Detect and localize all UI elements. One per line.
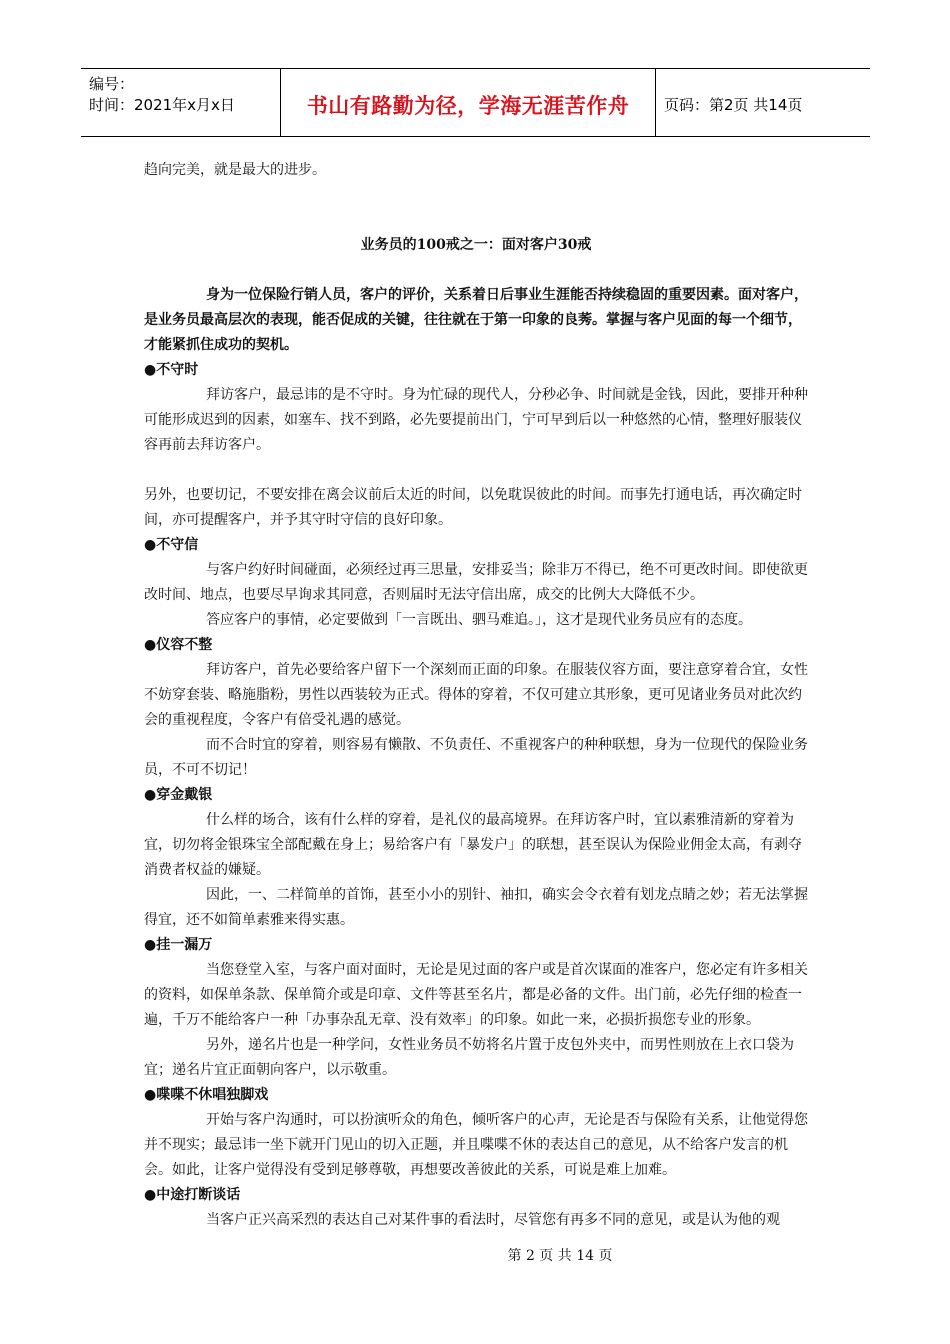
section-heading: ●中途打断谈话 [144,1187,241,1203]
section-heading: ●穿金戴银 [144,787,213,803]
paragraph: 开始与客户沟通时，可以扮演听众的角色，倾听客户的心声，无论是否与保险有关系，让他觉得您并不现实；最忌讳一坐下就开门见山的切入正题，并且喋喋不休的表达自己的意见，从不给客户发言的机会。如此，让客户觉得没有受到足够尊敬，再想要改善彼此的关系，可说是难上加难。 [144,1112,808,1178]
paragraph: 什么样的场合，该有什么样的穿着，是礼仪的最高境界。在拜访客户时，宜以素雅清新的穿着为宜，切勿将金银珠宝全部配戴在身上；易给客户有「暴发户」的联想，甚至误认为保险业佣金太高，有剥夺消费者权益的嫌疑。 [144,812,802,878]
section-heading: ●挂一漏万 [144,937,213,953]
document-title: 业务员的100戒之一：面对客户30戒 [360,237,592,253]
header-meta [81,69,281,136]
document-body [144,158,808,1233]
paragraph: 当客户正兴高采烈的表达自己对某件事的看法时，尽管您有再多不同的意见，或是认为他的观 [206,1212,780,1228]
page-footer: 第 2 页 共 14 页 [507,1248,613,1264]
paragraph: 另外，也要切记，不要安排在离会议前后太近的时间，以免耽误彼此的时间。而事先打通电话，再次确定时间，亦可提醒客户，并予其守时守信的良好印象。 [144,487,802,528]
header-time-label: 时间：2021年x月x日 [89,96,235,114]
paragraph: 答应客户的事情，必定要做到「一言既出、驷马难追。」，这才是现代业务员应有的态度。 [206,612,752,628]
paragraph: 而不合时宜的穿着，则容易有懒散、不负责任、不重视客户的种种联想，身为一位现代的保险业务员，不可不切记！ [144,737,808,778]
intro-text: 趋向完美，就是最大的进步。 [144,162,326,178]
paragraph: 拜访客户，首先必要给客户留下一个深刻而正面的印象。在服装仪容方面，要注意穿着合宜，女性不妨穿套装、略施脂粉，男性以西装较为正式。得体的穿着，不仅可建立其形象，更可见诸业务员对此次约会的重视程度，令客户有倍受礼遇的感觉。 [144,662,808,728]
paragraph: 与客户约好时间碰面，必须经过再三思量，安排妥当；除非万不得已，绝不可更改时间。即使欲更改时间、地点，也要尽早询求其同意，否则届时无法守信出席，成交的比例大大降低不少。 [144,562,808,603]
paragraph: 拜访客户，最忌讳的是不守时。身为忙碌的现代人，分秒必争、时间就是金钱，因此，要排开种种可能形成迟到的因素，如塞车、找不到路，必先要提前出门，宁可早到后以一种悠然的心情，整理好服装仪容再前去拜访客户。 [144,387,808,453]
paragraph: 因此，一、二样简单的首饰，甚至小小的别针、袖扣，确实会令衣着有划龙点睛之妙；若无法掌握得宜，还不如简单素雅来得实惠。 [144,887,808,928]
page-header [81,68,870,137]
section-heading: ●不守时 [144,362,199,378]
section-heading: ●喋喋不休唱独脚戏 [144,1087,269,1103]
section-heading: ●仪容不整 [144,637,213,653]
header-motto: 书山有路勤为径，学海无涯苦作舟 [281,69,656,136]
header-number-label: 编号： [89,75,135,93]
section-heading: ●不守信 [144,537,199,553]
paragraph: 当您登堂入室，与客户面对面时，无论是见过面的客户或是首次谋面的准客户，您必定有许多相关的资料，如保单条款、保单简介或是印章、文件等甚至名片，都是必备的文件。出门前，必先仔细的检查一遍，千万不能给客户一种「办事杂乱无章、没有效率」的印象。如此一来，必损折损您专业的形象。 [144,962,808,1028]
header-page-info: 页码：第2页 共14页 [664,96,803,114]
paragraph: 另外，递名片也是一种学问，女性业务员不妨将名片置于皮包外夹中，而男性则放在上衣口袋为宜；递名片宜正面朝向客户，以示敬重。 [144,1037,794,1078]
lead-paragraph: 身为一位保险行销人员，客户的评价，关系着日后事业生涯能否持续稳固的重要因素。面对客户，是业务员最高层次的表现，能否促成的关键，往往就在于第一印象的良莠。掌握与客户见面的每一个细节，才能紧抓住成功的契机。 [144,287,808,353]
